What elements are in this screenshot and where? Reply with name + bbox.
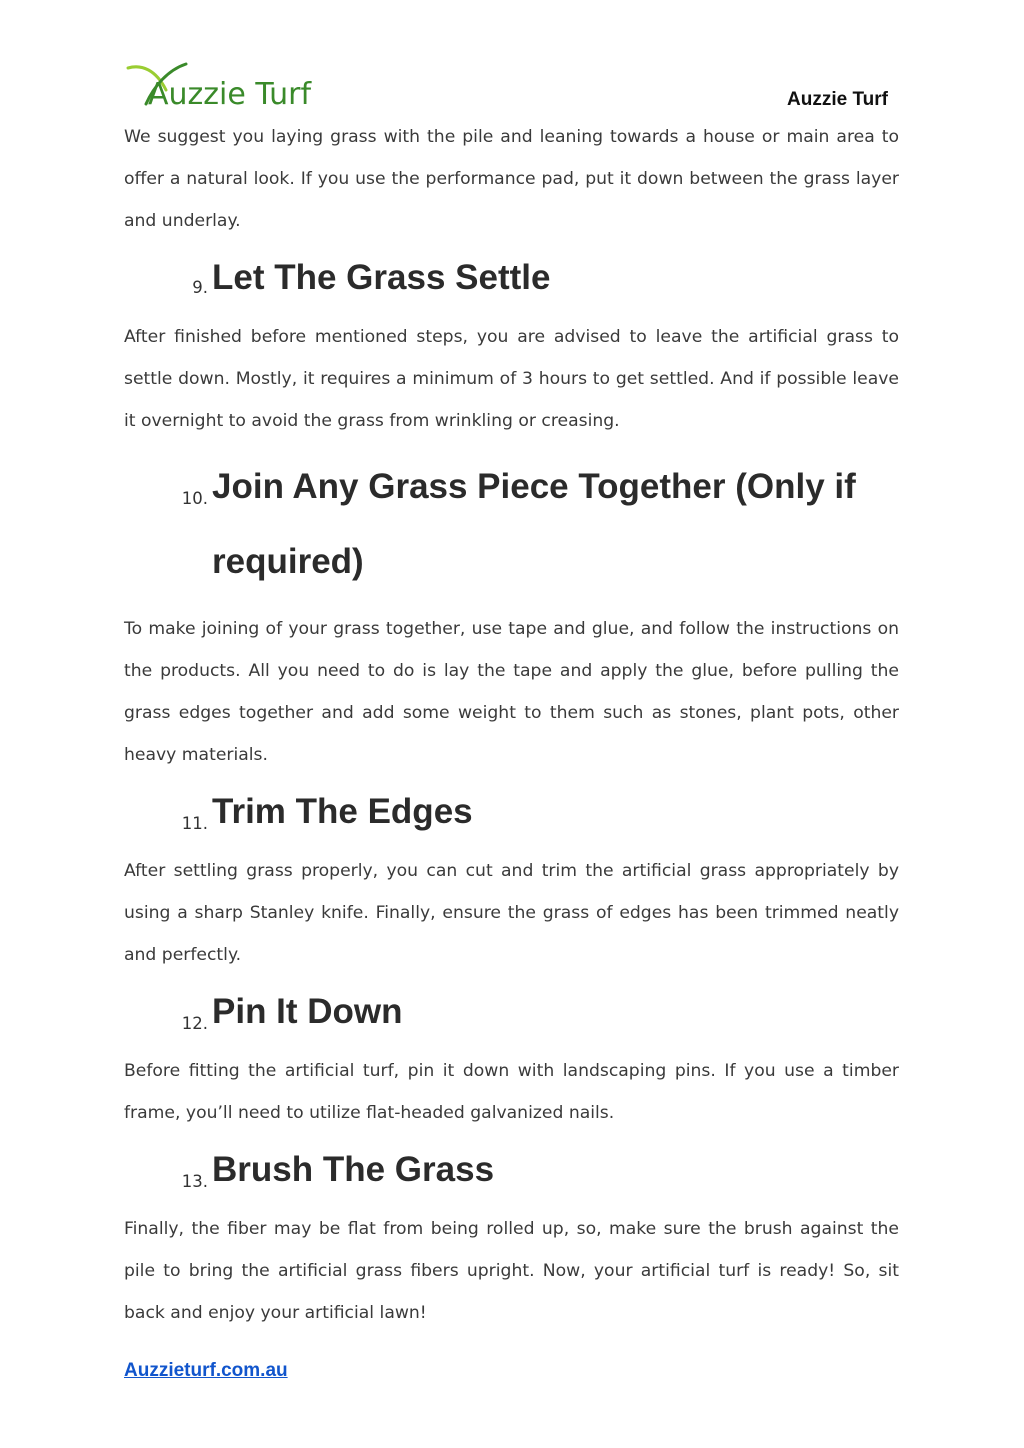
section-title: Brush The Grass (212, 1150, 495, 1189)
section-paragraph: Finally, the fiber may be flat from being rolled up, so, make sure the brush against the pile to bring the artificial grass fibers upright. Now, your artificial turf is ready! So, sit back and enjoy your artificial lawn! (124, 1219, 899, 1323)
website-link[interactable]: Auzzieturf.com.au (124, 1360, 288, 1381)
section-paragraph: To make joining of your grass together, use tape and glue, and follow the instructions on the products. All you need to do is lay the tape and apply the glue, before pulling the grass edges together and add some weight to them such as stones, plant pots, other heavy materials. (124, 619, 899, 765)
section-title: Trim The Edges (212, 792, 473, 831)
section-number: 12. (181, 1014, 208, 1033)
section-paragraph: After finished before mentioned steps, you are advised to leave the artificial grass to settle down. Mostly, it requires a minimum of 3 hours to get settled. And if possible leave it overnight to avoid the grass from wrinkling or creasing. (124, 327, 899, 431)
section-heading-9 (124, 249, 899, 307)
intro-paragraph: We suggest you laying grass with the pile and leaning towards a house or main area to offer a natural look. If you use the performance pad, put it down between the grass layer and underlay. (124, 127, 899, 231)
brand-logo (124, 60, 324, 112)
section-title: Join Any Grass Piece Together (Only if required) (212, 467, 856, 581)
section-heading-11 (124, 783, 899, 841)
section-number: 13. (181, 1172, 208, 1191)
header-brand-name: Auzzie Turf (787, 89, 888, 110)
section-heading-10 (124, 449, 899, 599)
section-heading-12 (124, 983, 899, 1041)
logo-swoosh-icon (124, 60, 324, 112)
section-paragraph: Before fitting the artificial turf, pin it down with landscaping pins. If you use a timber frame, you’ll need to utilize flat-headed galvanized nails. (124, 1061, 899, 1123)
section-title: Let The Grass Settle (212, 258, 551, 297)
section-number: 9. (192, 278, 208, 297)
section-title: Pin It Down (212, 992, 403, 1031)
section-number: 11. (181, 814, 208, 833)
section-paragraph: After settling grass properly, you can cut and trim the artificial grass appropriately by using a sharp Stanley knife. Finally, ensure the grass of edges has been trimmed neatly and perfectly. (124, 861, 899, 965)
logo-wordmark: Auzzie Turf (148, 77, 312, 112)
section-number: 10. (181, 489, 208, 508)
document-body (124, 116, 899, 1334)
section-heading-13 (124, 1141, 899, 1199)
